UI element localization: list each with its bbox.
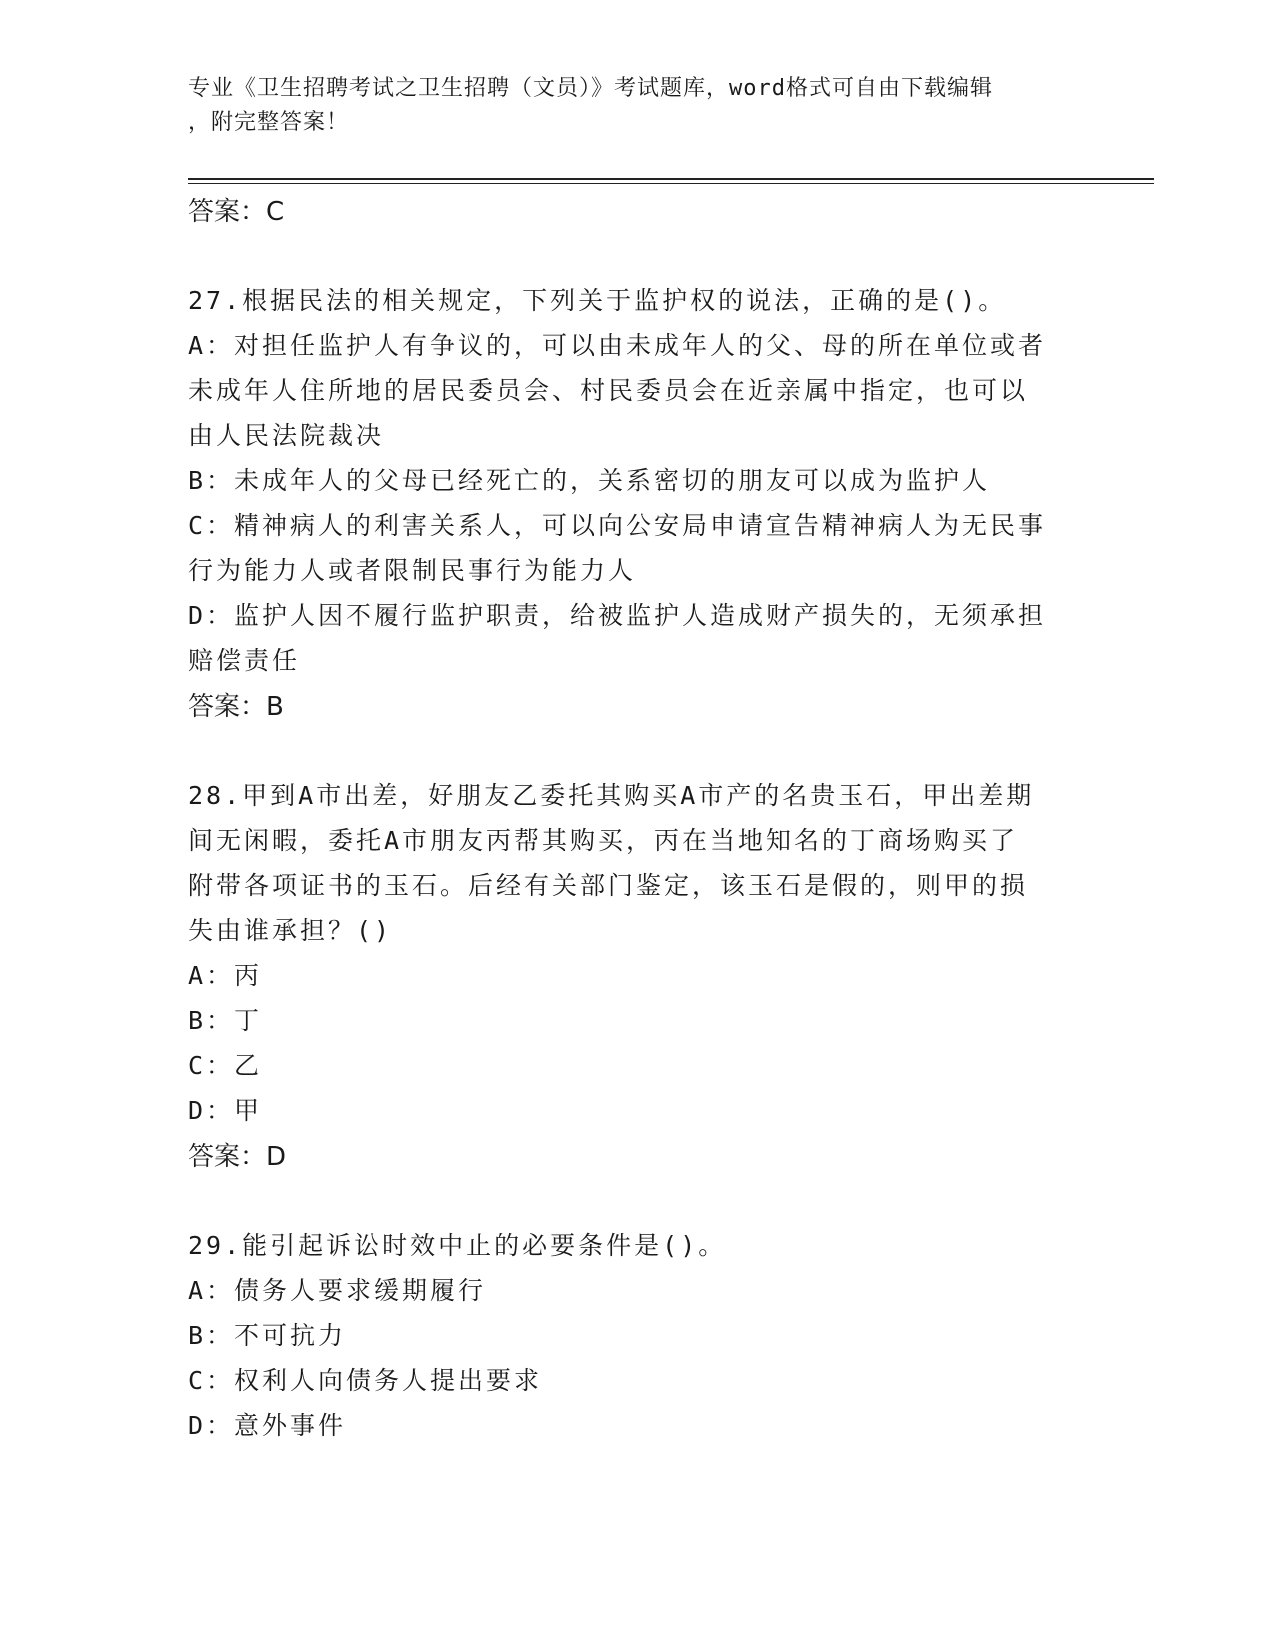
question-28-option-a: A：丙 bbox=[188, 961, 263, 990]
question-29-option-a: A：债务人要求缓期履行 bbox=[188, 1276, 487, 1305]
header-line-2: ，附完整答案！ bbox=[188, 110, 350, 135]
question-29-option-c: C：权利人向债务人提出要求 bbox=[188, 1366, 543, 1395]
question-27 bbox=[188, 278, 1088, 731]
question-28-option-d: D：甲 bbox=[188, 1096, 263, 1125]
page-header bbox=[188, 72, 1088, 140]
question-29 bbox=[188, 1223, 1088, 1448]
question-27-option-b: B：未成年人的父母已经死亡的，关系密切的朋友可以成为监护人 bbox=[188, 466, 991, 495]
previous-answer: 答案：C bbox=[188, 197, 285, 227]
question-28-stem-cont: 附带各项证书的玉石。后经有关部门鉴定，该玉石是假的，则甲的损 bbox=[188, 871, 1029, 900]
spacer bbox=[188, 731, 1088, 773]
question-28-option-b: B：丁 bbox=[188, 1006, 263, 1035]
header-rule-thin bbox=[188, 183, 1154, 184]
question-28-answer: 答案：D bbox=[188, 1142, 287, 1172]
question-28-stem-cont: 间无闲暇，委托A市朋友丙帮其购买，丙在当地知名的丁商场购买了 bbox=[188, 826, 1019, 855]
question-28-stem-cont: 失由谁承担？() bbox=[188, 916, 393, 945]
question-content bbox=[188, 188, 1088, 1448]
question-27-answer: 答案：B bbox=[188, 692, 284, 722]
question-28-stem: 28.甲到A市出差，好朋友乙委托其购买A市产的名贵玉石，甲出差期 bbox=[188, 781, 1035, 810]
question-27-option-a-cont: 由人民法院裁决 bbox=[188, 421, 385, 450]
question-29-option-b: B：不可抗力 bbox=[188, 1321, 347, 1350]
question-27-option-d: D：监护人因不履行监护职责，给被监护人造成财产损失的，无须承担 bbox=[188, 601, 1047, 630]
question-27-option-c: C：精神病人的利害关系人，可以向公安局申请宣告精神病人为无民事 bbox=[188, 511, 1047, 540]
question-27-option-c-cont: 行为能力人或者限制民事行为能力人 bbox=[188, 556, 637, 585]
spacer bbox=[188, 1181, 1088, 1223]
question-28 bbox=[188, 773, 1088, 1181]
question-27-option-a: A：对担任监护人有争议的，可以由未成年人的父、母的所在单位或者 bbox=[188, 331, 1047, 360]
question-29-option-d: D：意外事件 bbox=[188, 1411, 347, 1440]
question-27-option-a-cont: 未成年人住所地的居民委员会、村民委员会在近亲属中指定，也可以 bbox=[188, 376, 1029, 405]
question-28-option-c: C：乙 bbox=[188, 1051, 263, 1080]
question-27-option-d-cont: 赔偿责任 bbox=[188, 646, 301, 675]
spacer bbox=[188, 236, 1088, 278]
question-27-stem: 27.根据民法的相关规定，下列关于监护权的说法，正确的是()。 bbox=[188, 286, 1007, 315]
question-29-stem: 29.能引起诉讼时效中止的必要条件是()。 bbox=[188, 1231, 727, 1260]
header-line-1: 专业《卫生招聘考试之卫生招聘（文员）》考试题库，word格式可自由下载编辑 bbox=[188, 76, 993, 101]
header-rule-thick bbox=[188, 178, 1154, 180]
